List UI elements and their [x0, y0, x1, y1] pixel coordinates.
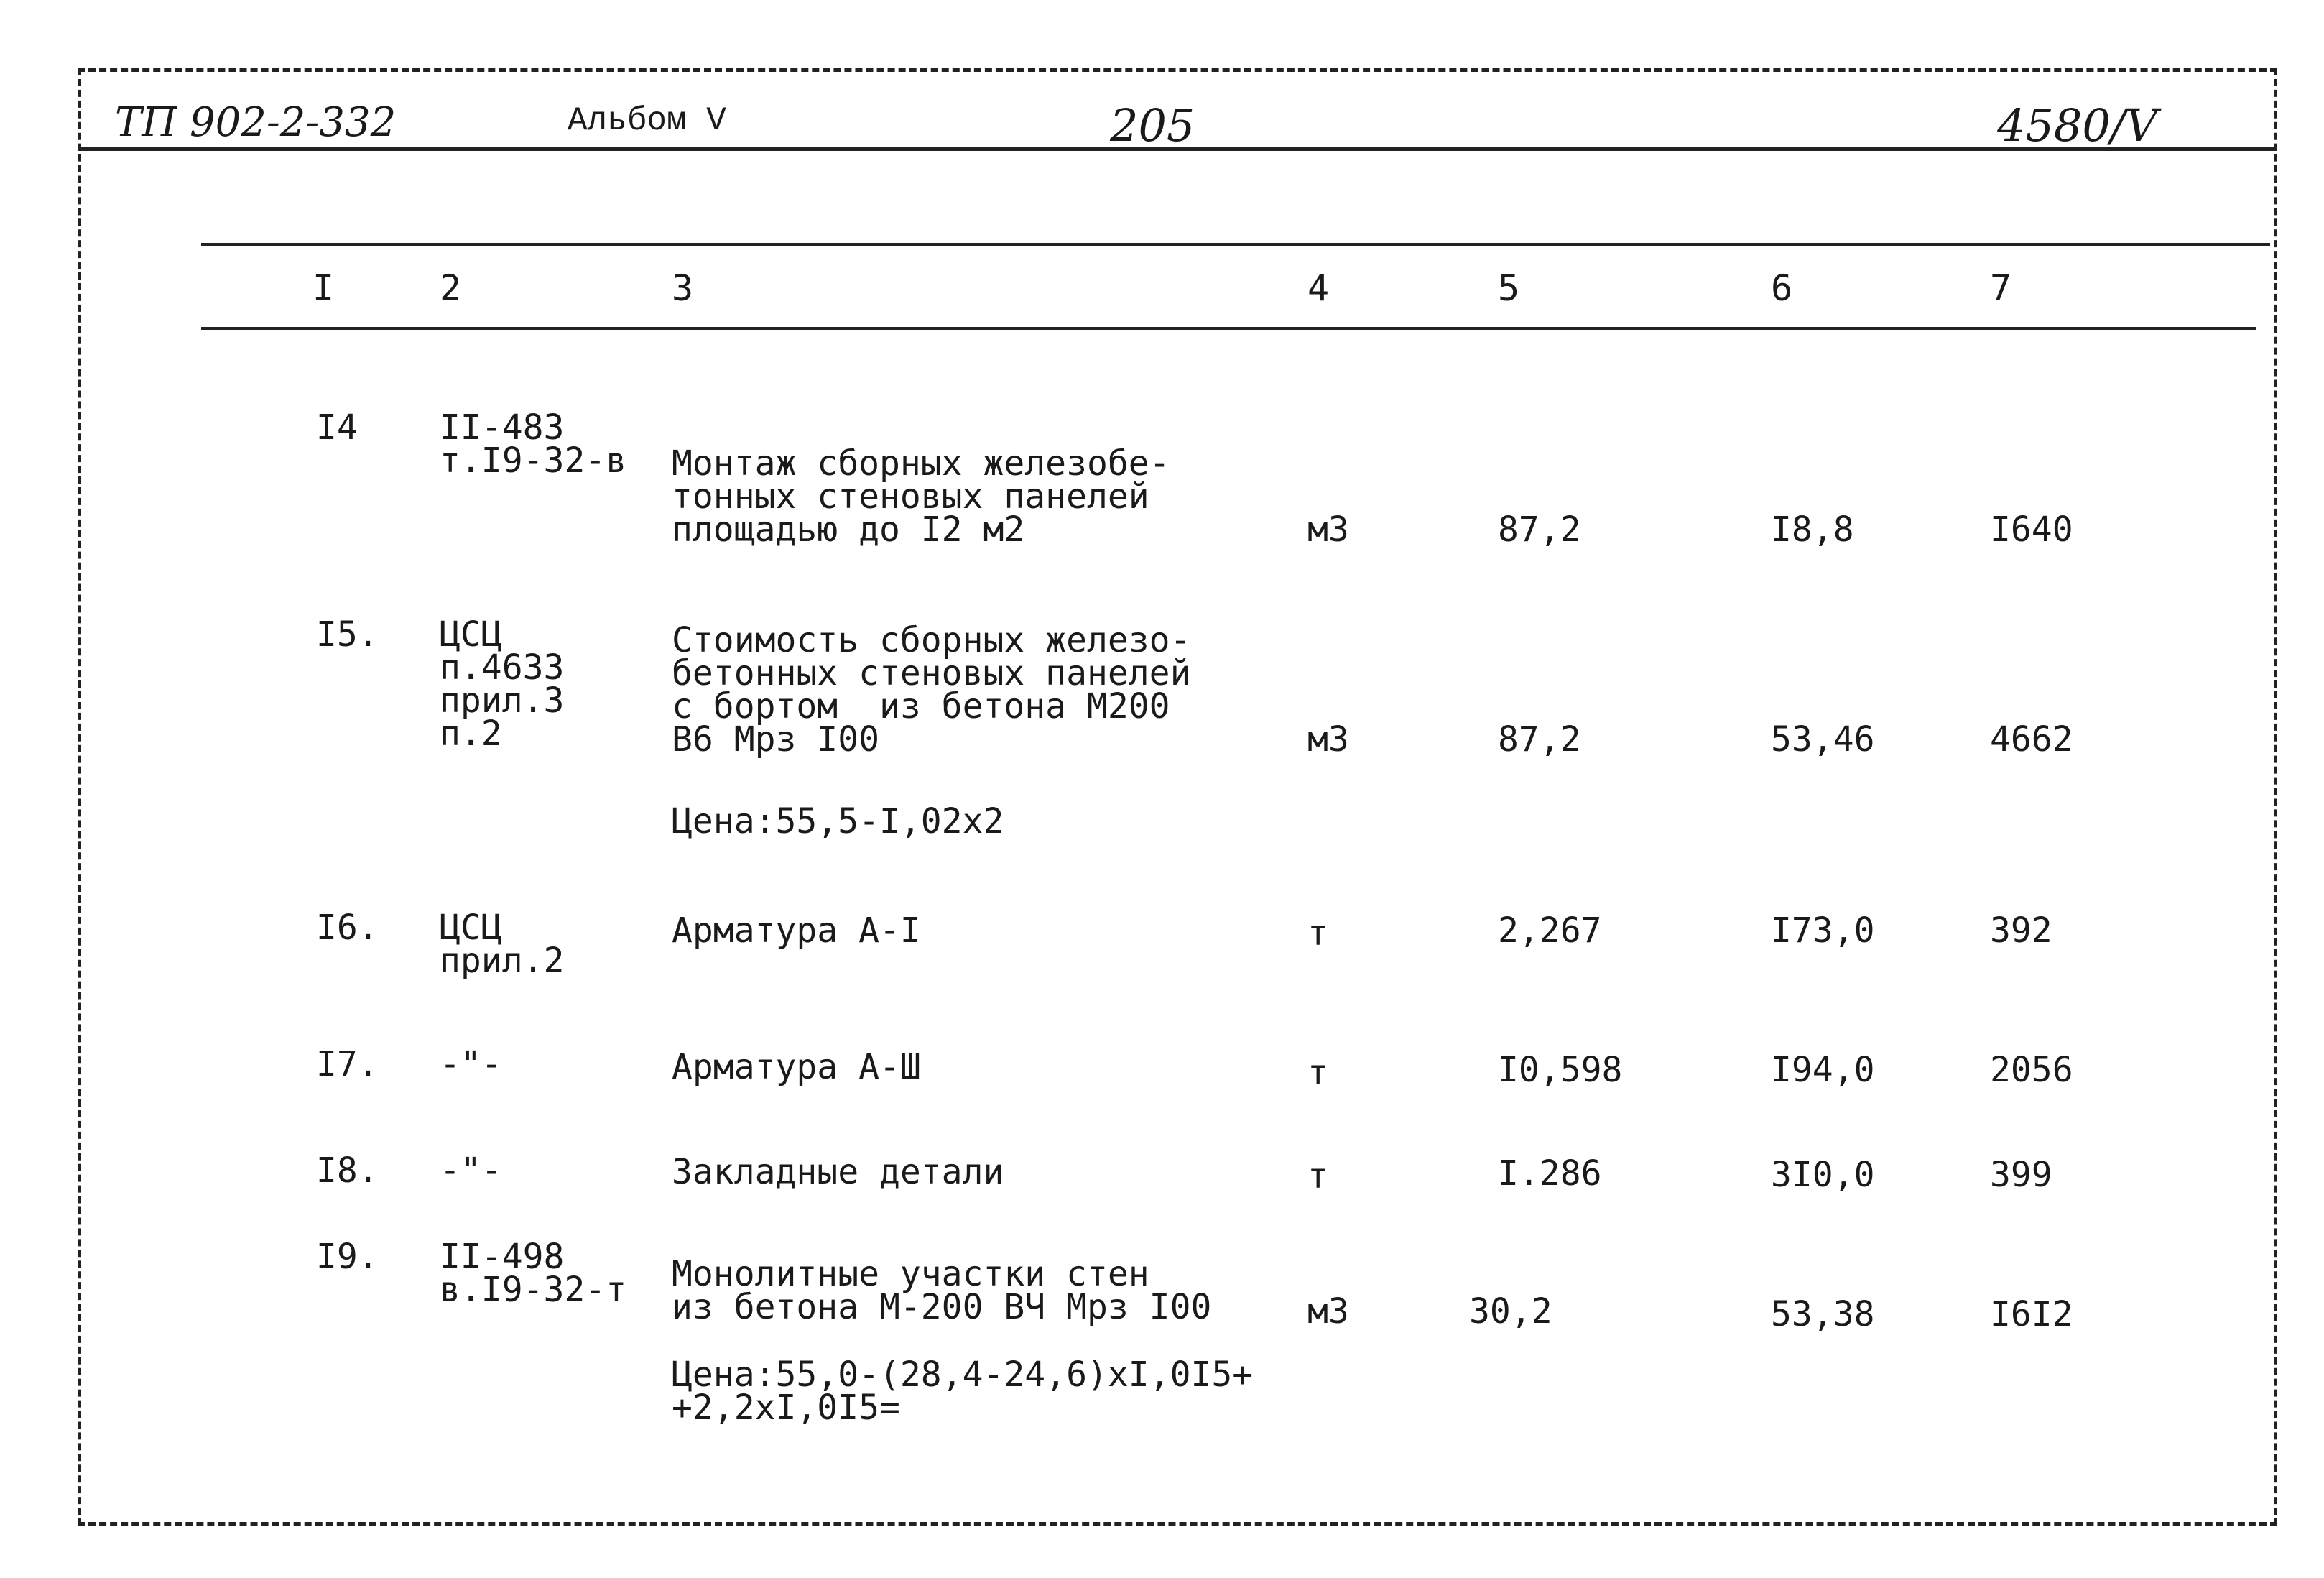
row-price: I8,8: [1771, 509, 1854, 550]
row-note: Цена:55,5-I,02х2: [672, 801, 1004, 841]
row-desc-line: Арматура А-Ш: [672, 1047, 921, 1087]
row-ref-line: в.I9-32-т: [440, 1270, 627, 1310]
row-total: 4662: [1990, 719, 2073, 760]
row-price: 53,38: [1771, 1294, 1875, 1334]
row-desc-line: площадью до I2 м2: [672, 509, 1025, 550]
row-number: I9.: [316, 1237, 379, 1277]
row-price: 3I0,0: [1771, 1155, 1875, 1195]
row-desc-line: Стоимость сборных железо-: [672, 620, 1191, 660]
page-number: 205: [1110, 99, 1195, 152]
row-price: 53,46: [1771, 719, 1875, 760]
col-3-head: 3: [672, 267, 694, 309]
row-number: I6.: [316, 908, 379, 948]
row-unit: м3: [1307, 509, 1349, 550]
row-desc-line: тонных стеновых панелей: [672, 476, 1149, 517]
col-1-head: I: [313, 267, 335, 309]
row-desc-line: Арматура А-I: [672, 910, 921, 951]
row-total: I6I2: [1990, 1294, 2073, 1334]
row-ref-line: ЦСЦ: [440, 614, 502, 655]
row-ref-line: п.2: [440, 714, 502, 754]
col-6-head: 6: [1771, 267, 1793, 309]
row-qty: I0,598: [1498, 1050, 1623, 1090]
sheet-ref: 4580/V: [1997, 99, 2158, 152]
row-price: I73,0: [1771, 910, 1875, 951]
row-total: 2056: [1990, 1050, 2073, 1090]
col-7-head: 7: [1990, 267, 2012, 309]
row-desc-line: Монтаж сборных железобе-: [672, 443, 1170, 484]
row-total: 392: [1990, 910, 2052, 951]
row-price: I94,0: [1771, 1050, 1875, 1090]
col-2-head: 2: [440, 267, 462, 309]
doc-code: ТП 902-2-332: [115, 99, 397, 146]
row-ref-line: -"-: [440, 1150, 502, 1191]
row-qty: 2,267: [1498, 910, 1602, 951]
row-unit: т: [1307, 1156, 1328, 1196]
row-total: I640: [1990, 509, 2073, 550]
row-number: I7.: [316, 1044, 379, 1084]
table-head-rule: [201, 327, 2256, 330]
row-desc-line: Закладные детали: [672, 1152, 1004, 1192]
row-number: I4: [316, 407, 358, 448]
row-ref-line: прил.2: [440, 941, 565, 981]
row-unit: м3: [1307, 719, 1349, 760]
row-qty: I.286: [1498, 1153, 1602, 1194]
row-unit: м3: [1307, 1291, 1349, 1332]
col-5-head: 5: [1498, 267, 1520, 309]
row-desc-line: бетонных стеновых панелей: [672, 653, 1191, 693]
row-ref-line: II-498: [440, 1237, 565, 1277]
row-number: I8.: [316, 1150, 379, 1191]
album-label: Альбом V: [568, 102, 726, 139]
row-desc-line: Монолитные участки стен: [672, 1254, 1149, 1294]
row-qty: 87,2: [1498, 719, 1581, 760]
row-ref-line: -"-: [440, 1044, 502, 1084]
row-note: Цена:55,0-(28,4-24,6)хI,0I5+: [672, 1355, 1254, 1395]
row-ref-line: прил.3: [440, 680, 565, 721]
row-ref-line: т.I9-32-в: [440, 440, 627, 481]
row-desc-line: из бетона М-200 ВЧ Мрз I00: [672, 1287, 1212, 1327]
row-total: 399: [1990, 1155, 2052, 1195]
row-desc-line: с бортом из бетона М200: [672, 686, 1170, 726]
row-qty: 87,2: [1498, 509, 1581, 550]
row-ref-line: п.4633: [440, 647, 565, 688]
col-4-head: 4: [1307, 267, 1330, 309]
row-qty: 30,2: [1469, 1291, 1552, 1332]
row-note: +2,2хI,0I5=: [672, 1388, 900, 1428]
row-ref-line: ЦСЦ: [440, 908, 502, 948]
table-top-rule: [201, 243, 2270, 246]
row-unit: т: [1307, 1053, 1328, 1093]
row-number: I5.: [316, 614, 379, 655]
row-ref-line: II-483: [440, 407, 565, 448]
row-unit: т: [1307, 913, 1328, 954]
row-desc-line: В6 Мрз I00: [672, 719, 879, 760]
